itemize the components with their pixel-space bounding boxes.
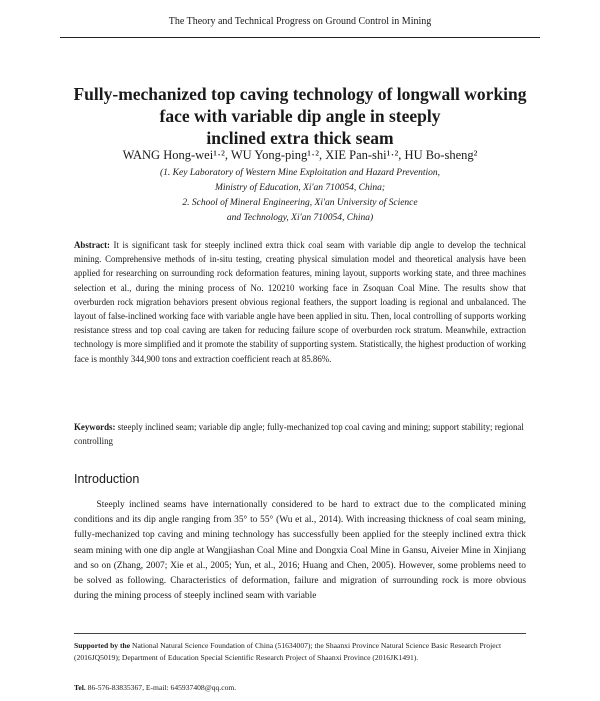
header-divider — [60, 37, 540, 38]
abstract — [74, 238, 526, 366]
keywords-text: steeply inclined seam; variable dip angle; fully-mechanized top coal caving and mining; support stability; regional controlling — [74, 422, 524, 446]
funding-footnote — [74, 640, 526, 663]
keywords — [74, 420, 526, 448]
title-line-1: Fully-mechanized top caving technology of longwall working — [73, 84, 527, 104]
contact-label: Tel. — [74, 683, 86, 692]
introduction-paragraph: Steeply inclined seams have internationally considered to be hard to extract due to the complicated mining conditions and its dip angle ranging from 35° to 55° (Wu et al., 2014). With increasing thickness of coal seam mining, fully-mechanized top caving and mining technology has successfully been applied for the steeply inclined extra thick seam mining with one dip angle at Wangjiashan Coal Mine and Dongxia Coal Mine in Gansu, Aiveier Mine in Xinjiang and so on (Zhang, 2007; Xie et al., 2005; Yun, et al., 2016; Huang and Chen, 2005). However, some problems need to be solved as following. Characteristics of deformation, failure and migration of surrounding rock is more obvious during the mining process of steeply inclined seam with variable — [74, 500, 526, 602]
affiliation-1-line-1: (1. Key Laboratory of Western Mine Exploitation and Hazard Prevention, — [160, 168, 440, 178]
keywords-label: Keywords: — [74, 422, 116, 432]
footnote-divider — [74, 633, 526, 634]
section-heading-introduction: Introduction — [74, 472, 140, 486]
abstract-text: It is significant task for steeply inclined extra thick coal seam with variable dip angle to develop the technical mining. Comprehensive methods of in-situ testing, creating physical simulation model and theoretical analysis have been applied for researching on surrounding rock deformation features, mining layout, supports working state, and three machines selection et al., during the mining process of No. 120210 working face in Zsoquan Coal Mine. The results show that overburden rock migration behaviors present obvious regional feathers, the support loading is regional and unbalanced. The layout of false-inclined working face with variable angle have been applied in situ. Then, local controlling of supports working resistance stress and top coal caving are taken for reducing failure scope of overburden rock stratum. Meanwhile, extraction technology is more simplified and it promote the stability of supporting system. Statistically, the highest production of working face is monthly 344,900 tons and extraction coefficient reach at 85.86%. — [74, 240, 526, 364]
author-list: WANG Hong-wei¹·², WU Yong-ping¹·², XIE Pan-shi¹·², HU Bo-sheng² — [122, 148, 478, 162]
funding-text: National Natural Science Foundation of China (51634007); the Shaanxi Province Natural Science Basic Research Project (2016JQ5019); Department of Education Special Scientific Research Project of Shaanxi Province (2016JK1491). — [74, 641, 502, 662]
running-header: The Theory and Technical Progress on Ground Control in Mining — [168, 16, 432, 27]
affiliation-2-line-1: 2. School of Mineral Engineering, Xi'an University of Science — [182, 198, 418, 208]
title-line-2: face with variable dip angle in steeply — [159, 106, 441, 126]
contact-footnote — [74, 683, 526, 692]
contact-text: 86-576-83835367, E-mail: 645937408@qq.com. — [87, 683, 237, 692]
title-line-3: inclined extra thick seam — [206, 128, 394, 148]
affiliation-2-line-2: and Technology, Xi'an 710054, China) — [226, 213, 374, 223]
affiliation-1-line-2: Ministry of Education, Xi'an 710054, China; — [214, 183, 386, 193]
paper-title — [70, 83, 530, 149]
funding-label: Supported by the — [74, 641, 131, 650]
abstract-label: Abstract: — [74, 240, 110, 250]
